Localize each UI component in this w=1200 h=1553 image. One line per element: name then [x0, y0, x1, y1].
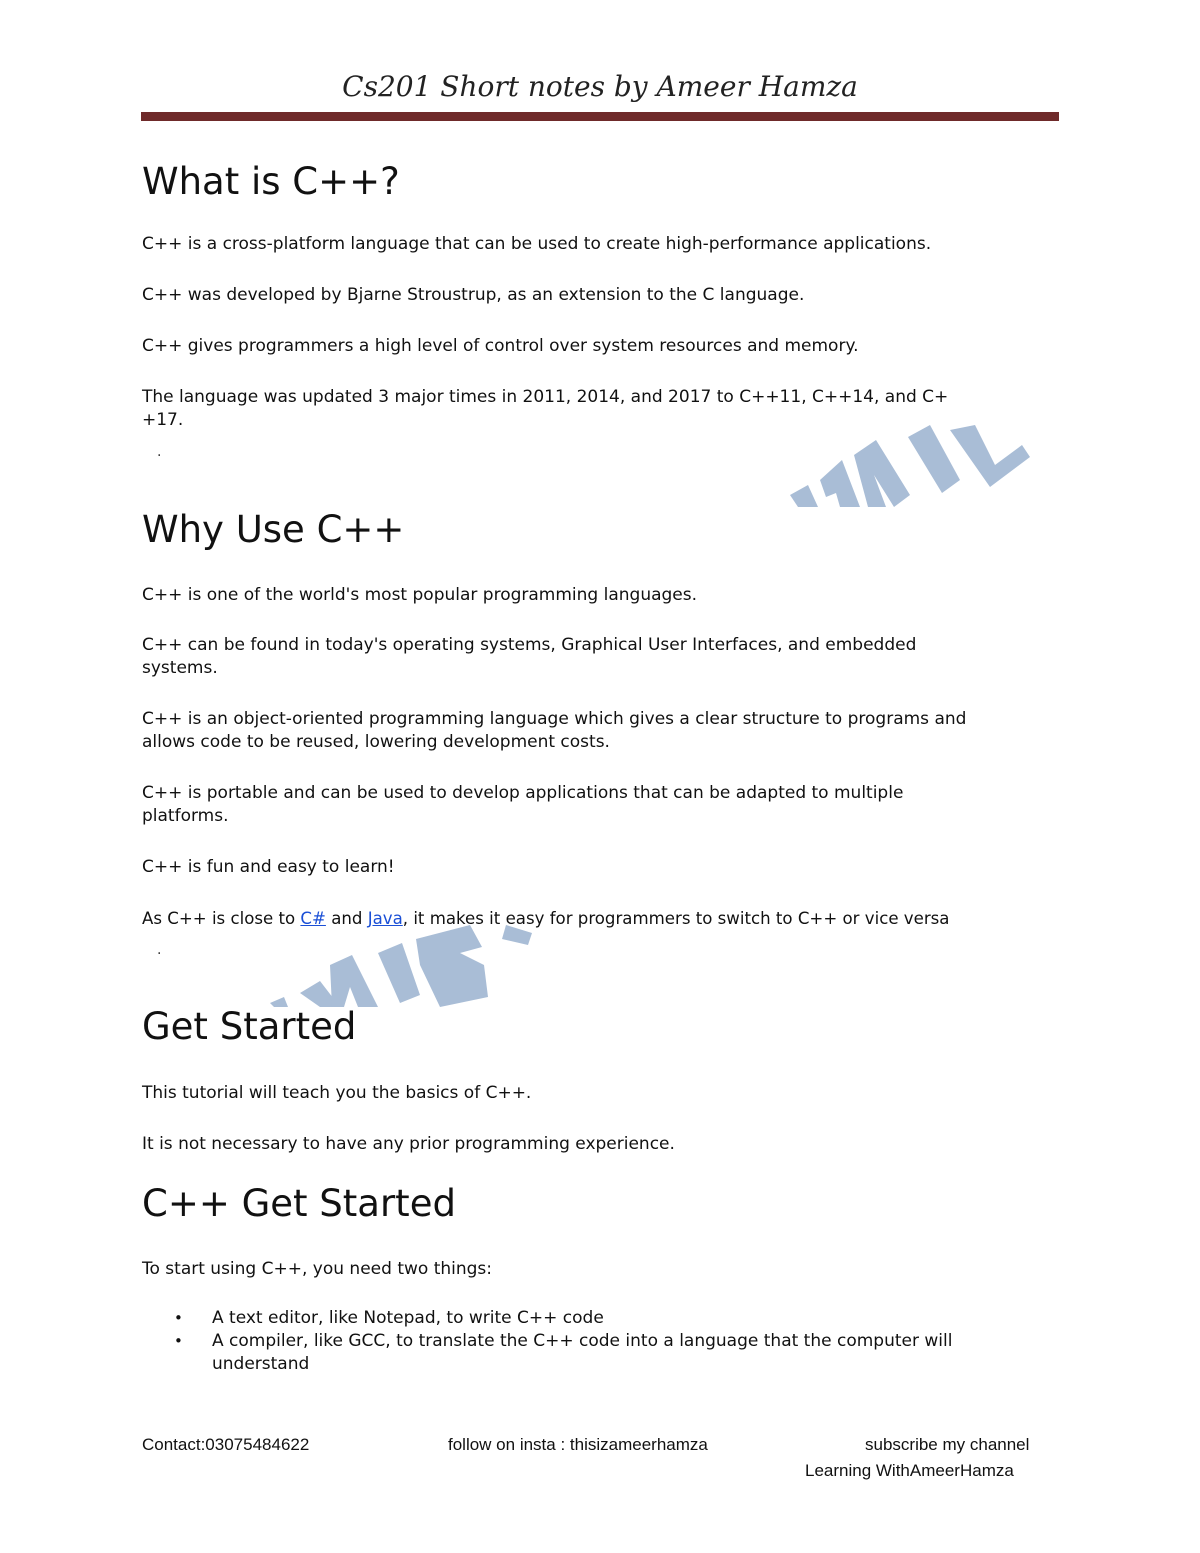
- paragraph: C++ is fun and easy to learn!: [142, 857, 395, 877]
- stray-dot: .: [157, 444, 162, 460]
- list-item: [142, 1330, 1042, 1353]
- watermark-graphic-bottom: [270, 925, 540, 1007]
- footer-insta: follow on insta : thisizameerhamza: [448, 1435, 708, 1454]
- list-item: [142, 1307, 1042, 1330]
- bullet-icon: •: [174, 1309, 183, 1327]
- paragraph: C++ is a cross-platform language that can be used to create high-performance applications.: [142, 234, 932, 254]
- csharp-link[interactable]: C#: [300, 909, 326, 928]
- paragraph: To start using C++, you need two things:: [142, 1259, 493, 1279]
- footer-contact: Contact:03075484622: [142, 1435, 310, 1454]
- paragraph: C++ is portable and can be used to develop applications that can be adapted to multiple: [142, 783, 904, 803]
- paragraph: It is not necessary to have any prior programming experience.: [142, 1134, 675, 1154]
- heading-what-is-cpp: What is C++?: [142, 160, 400, 203]
- paragraph: This tutorial will teach you the basics of C++.: [142, 1083, 532, 1103]
- watermark-graphic-top: [790, 425, 1030, 507]
- paragraph: C++ was developed by Bjarne Stroustrup, as an extension to the C language.: [142, 285, 805, 305]
- header-rule: [141, 112, 1059, 121]
- requirements-list: [142, 1307, 1042, 1376]
- paragraph: allows code to be reused, lowering development costs.: [142, 732, 610, 752]
- paragraph: The language was updated 3 major times in 2011, 2014, and 2017 to C++11, C++14, and C+: [142, 387, 949, 407]
- list-item-text: A text editor, like Notepad, to write C++ code: [212, 1308, 604, 1328]
- paragraph: C++ is an object-oriented programming language which gives a clear structure to programs and: [142, 709, 967, 729]
- paragraph-with-links: [142, 907, 949, 930]
- text-run: , it makes it easy for programmers to switch to C++ or vice versa: [402, 909, 950, 928]
- paragraph: platforms.: [142, 806, 229, 826]
- paragraph: C++ gives programmers a high level of control over system resources and memory.: [142, 336, 859, 356]
- heading-get-started: Get Started: [142, 1005, 357, 1048]
- bullet-icon: •: [174, 1332, 183, 1350]
- list-item-continuation: [142, 1353, 1042, 1376]
- stray-dot: .: [157, 942, 162, 958]
- footer-channel: Learning WithAmeerHamza: [805, 1461, 1014, 1480]
- list-item-text: understand: [212, 1354, 310, 1374]
- page-header-title: Cs201 Short notes by Ameer Hamza: [342, 70, 858, 103]
- heading-cpp-get-started: C++ Get Started: [142, 1182, 456, 1225]
- text-run: and: [325, 909, 368, 928]
- heading-why-use-cpp: Why Use C++: [142, 508, 405, 551]
- java-link[interactable]: Java: [367, 909, 403, 928]
- list-item-text: A compiler, like GCC, to translate the C++ code into a language that the computer will: [212, 1331, 953, 1351]
- footer-subscribe: subscribe my channel: [865, 1435, 1030, 1454]
- paragraph: systems.: [142, 658, 218, 678]
- text-run: As C++ is close to: [142, 909, 301, 928]
- paragraph: +17.: [142, 410, 184, 430]
- paragraph: C++ can be found in today's operating systems, Graphical User Interfaces, and embedded: [142, 635, 917, 655]
- paragraph: C++ is one of the world's most popular programming languages.: [142, 585, 698, 605]
